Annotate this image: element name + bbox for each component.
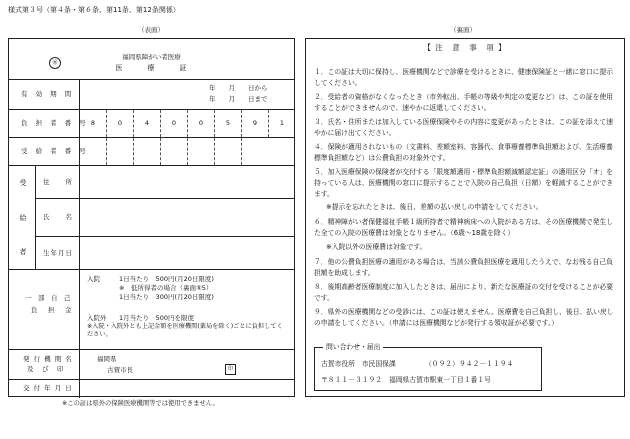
form-number: 様式第３号（第４条・第６条、第11条、第12条関係） — [8, 6, 180, 14]
issuer-label-line1: 発 行 機 関 名 — [23, 355, 73, 363]
validity-row — [9, 79, 294, 109]
contact-title: 問い合わせ・届出 — [323, 343, 383, 351]
card-footnote: ※この証は県外の保険医療機関等では使用できません。 — [62, 400, 219, 407]
copayment-label-line1: 一 部 自 己 — [25, 294, 71, 302]
note-item: ９．県外の医療機関などの受診には、この証は使えません。医療費を自己負担し、後日、払い戻しの申請をしてください。（申請には医療機関などが発行する領収証が必要です。） — [314, 308, 614, 328]
note-item: ６．精神障がい者保健福祉手帳１級所持者で精神病床への入院がある方は、その医療機関で発生した全ての入院の医療費は対象となりません。（6歳～18歳を除く） — [314, 218, 614, 238]
payer-digit: 5 — [225, 119, 231, 128]
copayment-row — [9, 269, 294, 349]
payer-number-label: 負 担 者 番 号 — [21, 119, 89, 127]
issuer-label-line2: 及 び 印 — [27, 365, 65, 373]
issuer-mayor: 古賀市長 — [107, 366, 133, 374]
copay-inpatient-line2: ※ 低所得者の場合（裏面⑤5） — [119, 284, 213, 292]
copay-inpatient-title: 入院 — [87, 275, 100, 283]
name-label: 氏 名 — [43, 213, 73, 221]
payer-number-row — [9, 109, 294, 137]
payer-digit: 0 — [198, 119, 204, 128]
copay-outpatient-line1: 1月当たり 500円を限度 — [119, 314, 195, 322]
payer-digit: 8 — [90, 119, 96, 128]
copayment-label-line2: 負 担 金 — [31, 306, 74, 314]
note-item: ８．後期高齢者医療制度に加入したときは、届出により、新たな医療証の交付を受けることが必要です。 — [314, 283, 614, 303]
card-title-line1: 福岡県障がい者医療 — [122, 53, 181, 61]
contact-office: 古賀市役所 市民国保課 — [321, 360, 396, 368]
copay-outpatient-title: 入院外 — [87, 314, 107, 322]
confidential-seal-icon: ㊙ — [49, 57, 61, 69]
payer-digit: 4 — [144, 119, 150, 128]
note-item: ２．受給者の資格がなくなったとき（市外転出、手帳の等級や判定の変更など）は、この証を使用することができませんので、速やかに返還してください。 — [314, 93, 614, 113]
front-side-label: （表面） — [138, 26, 164, 34]
back-side-label: （裏面） — [450, 26, 476, 34]
recipient-number-row — [9, 137, 294, 165]
note-item: ※入院以外の医療費は対象です。 — [326, 243, 427, 251]
note-item: ※提示を忘れたときは、後日、差額の払い戻しの申請をしてください。 — [326, 203, 543, 211]
payer-digit: 0 — [171, 119, 177, 128]
payer-digit: 9 — [252, 119, 258, 128]
contact-phone: （０９２）９４２－１１９４ — [425, 360, 514, 368]
validity-from: 年 月 日から — [209, 84, 268, 92]
recipient-number-label: 受 給 者 番 号 — [21, 147, 89, 155]
payer-digit: 0 — [117, 119, 123, 128]
contact-box — [314, 343, 542, 391]
card-title-line2: 医 療 証 — [115, 64, 188, 72]
issuer-prefecture: 福岡県 — [97, 355, 117, 363]
note-item: ７．他の公費負担医療の適用がある場合は、当該公費負担医療を適用したうえで、なお残る自己負担額を助成します。 — [314, 258, 613, 278]
note-item: ５．加入医療保険の保険者が交付する「限度額適用・標準負担額減額認定証」の適用区分「オ」を持っている人は、医療機関の窓口に提示することで入院の自己負担（日額）を軽減することができます。 — [314, 168, 614, 199]
copay-inpatient-line1: 1日当たり 500円(月20日限度) — [119, 275, 214, 283]
dob-label: 生年月日 — [43, 249, 73, 257]
copay-outpatient-note: ※入院・入院外とも上記金額を医療機関(薬局を除く)ごとに負担してください。 — [87, 323, 283, 338]
contact-address: 〒８１１－３１９２ 福岡県古賀市駅東一丁目１番１号 — [321, 376, 491, 384]
notes-panel — [305, 38, 625, 397]
address-label: 住 所 — [43, 178, 73, 186]
recipient-group-label: 受 給 者 — [19, 178, 27, 257]
recipient-info-block — [9, 165, 294, 269]
medical-certificate-card — [8, 38, 295, 397]
issuer-row — [9, 349, 294, 379]
issue-date-label: 交 付 年 月 日 — [23, 384, 73, 392]
official-seal-icon: 印 — [225, 364, 236, 375]
validity-label: 有 効 期 間 — [21, 90, 75, 98]
copay-inpatient-line3: 1日当たり 300円(月20日限度) — [119, 293, 214, 301]
validity-to: 年 月 日まで — [209, 95, 268, 103]
payer-digit: 1 — [279, 119, 285, 128]
issue-date-row — [9, 379, 294, 398]
notes-heading: 【 注 意 事 項 】 — [423, 43, 507, 52]
note-item: ４．保険が適用されないもの（文書料、差額室料、容器代、食事療養標準負担額および、生活療養標準負担額など）は公費負担の対象外です。 — [314, 143, 613, 163]
note-item: ３．氏名・住所または加入している医療保険やその内容に変更があったときは、この証を添えて速やかに届け出てください。 — [314, 118, 613, 138]
note-item: １．この証は大切に保持し、医療機関などで診療を受けるときに、健康保険証と一緒に窓口に提示してください。 — [314, 68, 614, 88]
